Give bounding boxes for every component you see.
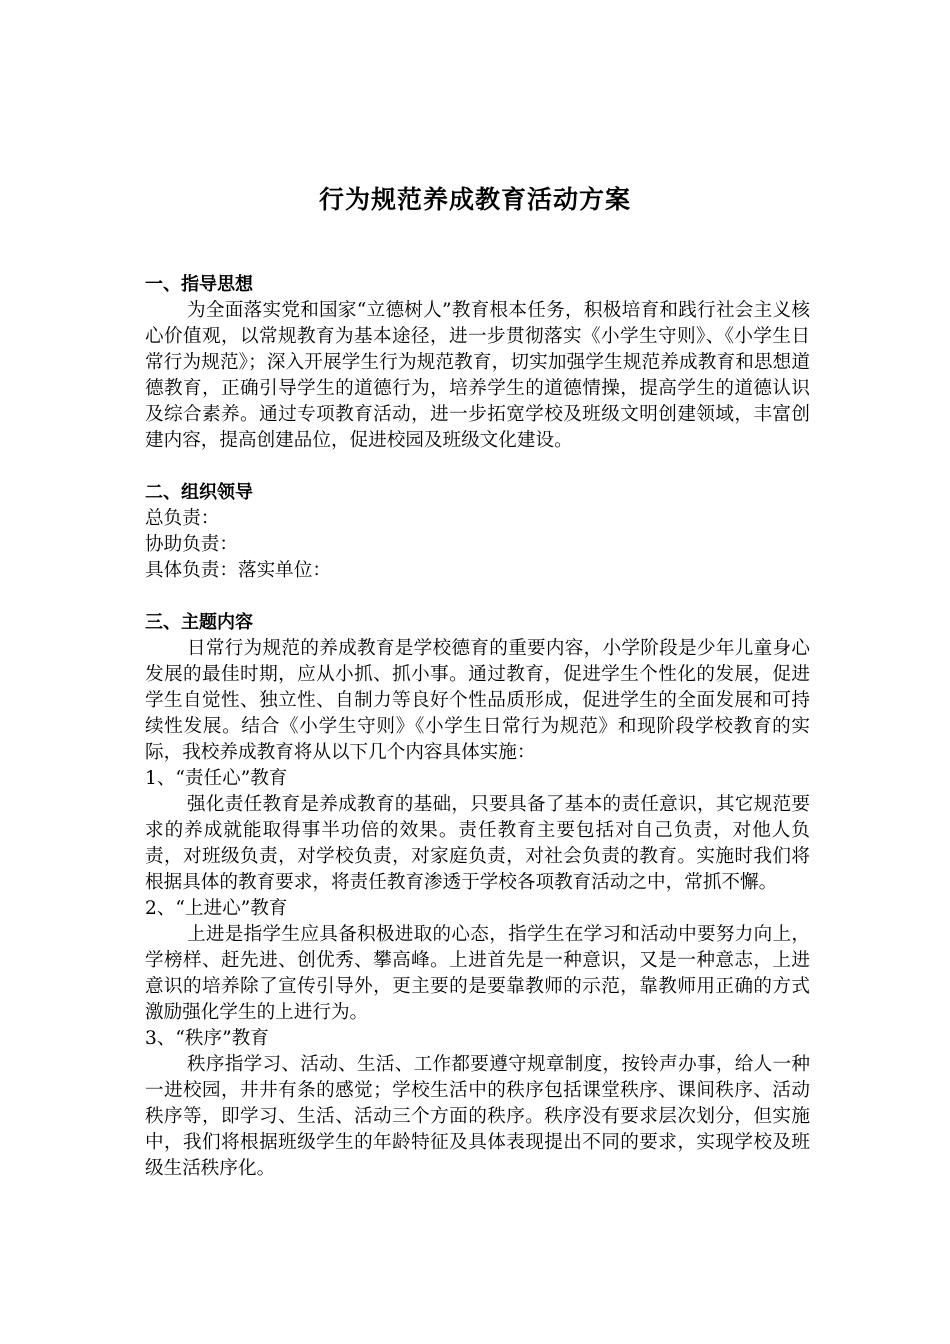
item-label-order: 3、“秩序”教育: [145, 1028, 269, 1049]
section-guiding-thought: [145, 272, 810, 454]
section-heading: 二、组织领导: [145, 482, 253, 503]
chief-responsible-line: 总负责：: [145, 508, 220, 529]
item-text-responsibility: 强化责任教育是养成教育的基础，只要具备了基本的责任意识，其它规范要求的养成就能取得事半功倍的效果。责任教育主要包括对自己负责，对他人负责，对班级负责，对学校负责，对家庭负责，对社会负责的教育。实施时我们将根据具体的教育要求，将责任教育渗透于学校各项教育活动之中，常抓不懈。: [145, 794, 810, 893]
item-label-responsibility: 1、“责任心”教育: [145, 768, 288, 789]
assistant-responsible-line: 协助负责：: [145, 534, 238, 555]
section-theme-content: [145, 610, 810, 1182]
specific-responsible-line: 具体负责：落实单位：: [145, 560, 331, 581]
section-heading: 一、指导思想: [145, 274, 253, 295]
section-heading: 三、主题内容: [145, 612, 253, 633]
item-label-ambition: 2、“上进心”教育: [145, 898, 288, 919]
section-paragraph: 为全面落实党和国家“立德树人”教育根本任务，积极培育和践行社会主义核心价值观，以常规教育为基本途径，进一步贯彻落实《小学生守则》、《小学生日常行为规范》；深入开展学生行为规范教育，切实加强学生规范养成教育和思想道德教育，正确引导学生的道德行为，培养学生的道德情操，提高学生的道德认识及综合素养。通过专项教育活动，进一步拓宽学校及班级文明创建领域，丰富创建内容，提高创建品位，促进校园及班级文化建设。: [145, 300, 810, 451]
section-paragraph: 日常行为规范的养成教育是学校德育的重要内容，小学阶段是少年儿童身心发展的最佳时期，应从小抓、抓小事。通过教育，促进学生个性化的发展，促进学生自觉性、独立性、自制力等良好个性品质形成，促进学生的全面发展和可持续性发展。结合《小学生守则》《小学生日常行为规范》和现阶段学校教育的实际，我校养成教育将从以下几个内容具体实施：: [145, 638, 810, 763]
item-text-ambition: 上进是指学生应具备积极进取的心态，指学生在学习和活动中要努力向上，学榜样、赶先进、创优秀、攀高峰。上进首先是一种意识，又是一种意志，上进意识的培养除了宣传引导外，更主要的是要靠教师的示范，靠教师用正确的方式激励强化学生的上进行为。: [145, 924, 810, 1023]
item-text-order: 秩序指学习、活动、生活、工作都要遵守规章制度，按铃声办事，给人一种一进校园，井井有条的感觉；学校生活中的秩序包括课堂秩序、课间秩序、活动秩序等，即学习、生活、活动三个方面的秩序。秩序没有要求层次划分，但实施中，我们将根据班级学生的年龄特征及具体表现提出不同的要求，实现学校及班级生活秩序化。: [145, 1054, 810, 1179]
section-organization: [145, 480, 810, 584]
document-body: [145, 272, 810, 1182]
spacer: [145, 584, 810, 610]
document-title: 行为规范养成教育活动方案: [318, 185, 631, 214]
spacer: [145, 454, 810, 480]
